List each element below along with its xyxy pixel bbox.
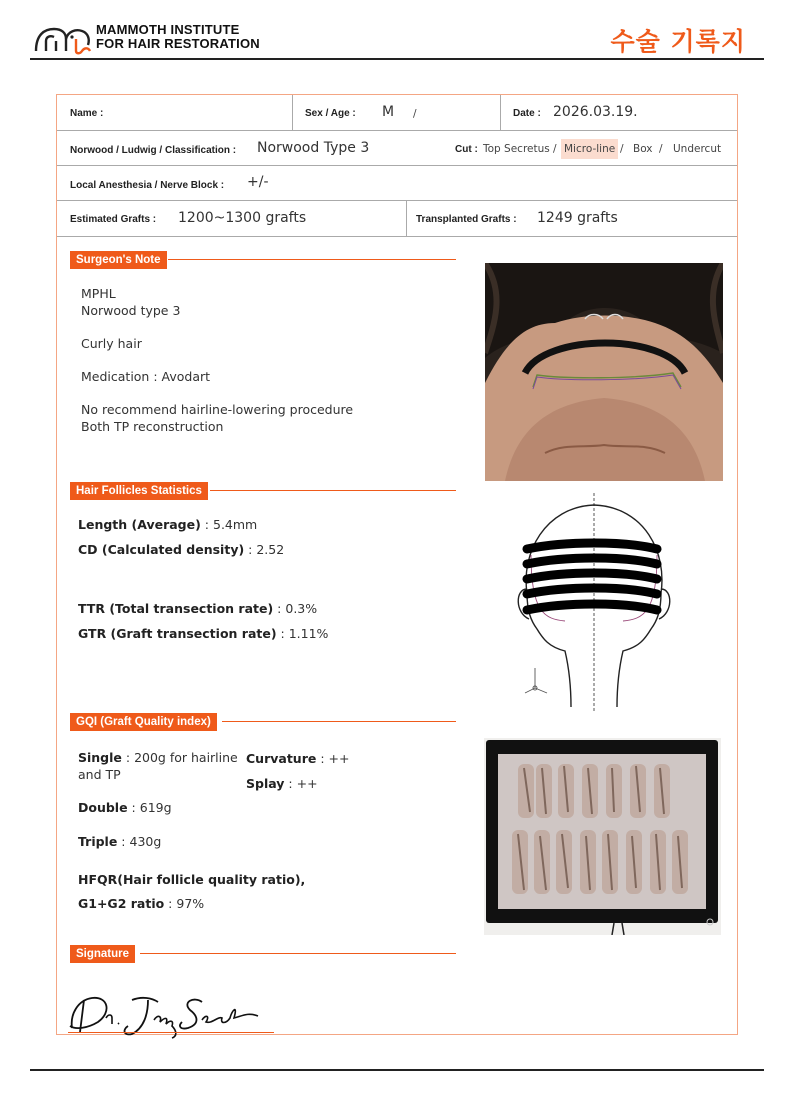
note-gap xyxy=(81,319,353,335)
estimated-grafts-label: Estimated Grafts : xyxy=(70,214,157,225)
note-line: Both TP reconstruction xyxy=(81,419,224,434)
note-gap xyxy=(81,385,353,401)
name-label: Name : xyxy=(70,108,104,119)
section-rule xyxy=(140,953,456,954)
cd-value: : 2.52 xyxy=(244,542,285,557)
graft-monitor-photo xyxy=(484,738,721,935)
cd-label: CD (Calculated density) xyxy=(78,542,245,557)
surgeons-note-heading: Surgeon's Note xyxy=(70,251,167,269)
cut-option-box[interactable]: Box xyxy=(633,143,653,155)
section-rule xyxy=(168,259,456,260)
document-title: 수술 기록지 xyxy=(610,27,746,56)
classification-label: Norwood / Ludwig / Classification : xyxy=(70,145,237,156)
double-value: : 619g xyxy=(127,800,172,815)
cut-option-micro-line-selected[interactable]: Micro-line xyxy=(561,139,618,159)
ttr-value: : 0.3% xyxy=(273,601,318,616)
cut-label: Cut : xyxy=(455,144,478,155)
curvature-stat xyxy=(246,751,349,766)
length-label: Length (Average) xyxy=(78,517,201,532)
triple-stat xyxy=(78,834,161,849)
triple-label: Triple xyxy=(78,834,118,849)
cut-option-top-secretus[interactable]: Top Secretus xyxy=(483,143,550,155)
gtr-value: : 1.11% xyxy=(276,626,329,641)
divider xyxy=(406,201,407,236)
note-line: No recommend hairline-lowering procedure xyxy=(81,402,354,417)
gtr-stat xyxy=(78,626,328,641)
hfqr-line: HFQR(Hair follicle quality ratio), xyxy=(78,872,306,887)
note-line: Norwood type 3 xyxy=(81,303,181,318)
note-line: Medication : Avodart xyxy=(81,369,211,384)
divider xyxy=(500,95,501,130)
cut-separator: / xyxy=(553,143,557,155)
cut-separator: / xyxy=(659,143,663,155)
row-anesthesia xyxy=(57,166,737,201)
curvature-label: Curvature xyxy=(246,751,317,766)
date-label: Date : xyxy=(513,108,541,119)
hfqr-value: : 97% xyxy=(164,896,205,911)
ttr-label: TTR (Total transection rate) xyxy=(78,601,274,616)
gtr-label: GTR (Graft transection rate) xyxy=(78,626,277,641)
single-label: Single xyxy=(78,750,122,765)
double-stat xyxy=(78,800,172,815)
sex-value[interactable]: M xyxy=(382,104,395,120)
curvature-value: : ++ xyxy=(316,751,350,766)
follicle-stats-heading: Hair Follicles Statistics xyxy=(70,482,208,500)
cut-separator: / xyxy=(620,143,624,155)
note-gap xyxy=(81,352,353,368)
signature-underline xyxy=(68,1032,274,1033)
row-classification-cut xyxy=(57,131,737,166)
triple-value: : 430g xyxy=(117,834,162,849)
sex-age-separator: / xyxy=(413,108,417,120)
single-stat-cont: and TP xyxy=(78,767,121,782)
transplanted-grafts-value[interactable]: 1249 grafts xyxy=(537,210,618,226)
note-line: Curly hair xyxy=(81,336,142,351)
signature-heading: Signature xyxy=(70,945,135,963)
single-stat xyxy=(78,750,238,765)
institute-name xyxy=(96,23,260,51)
page-header xyxy=(30,14,764,60)
footer-rule xyxy=(30,1069,764,1071)
splay-stat xyxy=(246,776,318,791)
institute-line-1: MAMMOTH INSTITUTE xyxy=(96,22,240,37)
date-value[interactable]: 2026.03.19. xyxy=(553,104,638,120)
sex-age-label: Sex / Age : xyxy=(305,108,356,119)
patient-hairline-photo xyxy=(485,263,723,481)
length-stat xyxy=(78,517,257,532)
transplanted-grafts-label: Transplanted Grafts : xyxy=(416,214,517,225)
row-name-sex-date xyxy=(57,95,737,131)
hfqr-title xyxy=(78,872,305,887)
double-label: Double xyxy=(78,800,128,815)
ttr-stat xyxy=(78,601,317,616)
surgeons-note-text xyxy=(81,285,353,435)
row-grafts xyxy=(57,201,737,237)
single-value: : 200g for hairline xyxy=(121,750,238,765)
anesthesia-value[interactable]: +/- xyxy=(247,174,269,190)
length-value: : 5.4mm xyxy=(200,517,258,532)
mammoth-logo-icon xyxy=(32,21,94,55)
classification-value[interactable]: Norwood Type 3 xyxy=(257,140,370,156)
splay-value: : ++ xyxy=(284,776,318,791)
divider xyxy=(292,95,293,130)
hfqr-label: G1+G2 ratio xyxy=(78,896,165,911)
section-rule xyxy=(210,490,456,491)
cd-stat xyxy=(78,542,284,557)
gqi-heading: GQI (Graft Quality index) xyxy=(70,713,217,731)
note-line: MPHL xyxy=(81,286,116,301)
scalp-map-icon xyxy=(505,493,685,713)
cut-option-undercut[interactable]: Undercut xyxy=(673,143,722,155)
institute-line-2: FOR HAIR RESTORATION xyxy=(96,36,260,51)
section-rule xyxy=(222,721,456,722)
hfqr-stat xyxy=(78,896,204,911)
splay-label: Splay xyxy=(246,776,285,791)
anesthesia-label: Local Anesthesia / Nerve Block : xyxy=(70,180,225,191)
estimated-grafts-value[interactable]: 1200~1300 grafts xyxy=(178,210,307,226)
